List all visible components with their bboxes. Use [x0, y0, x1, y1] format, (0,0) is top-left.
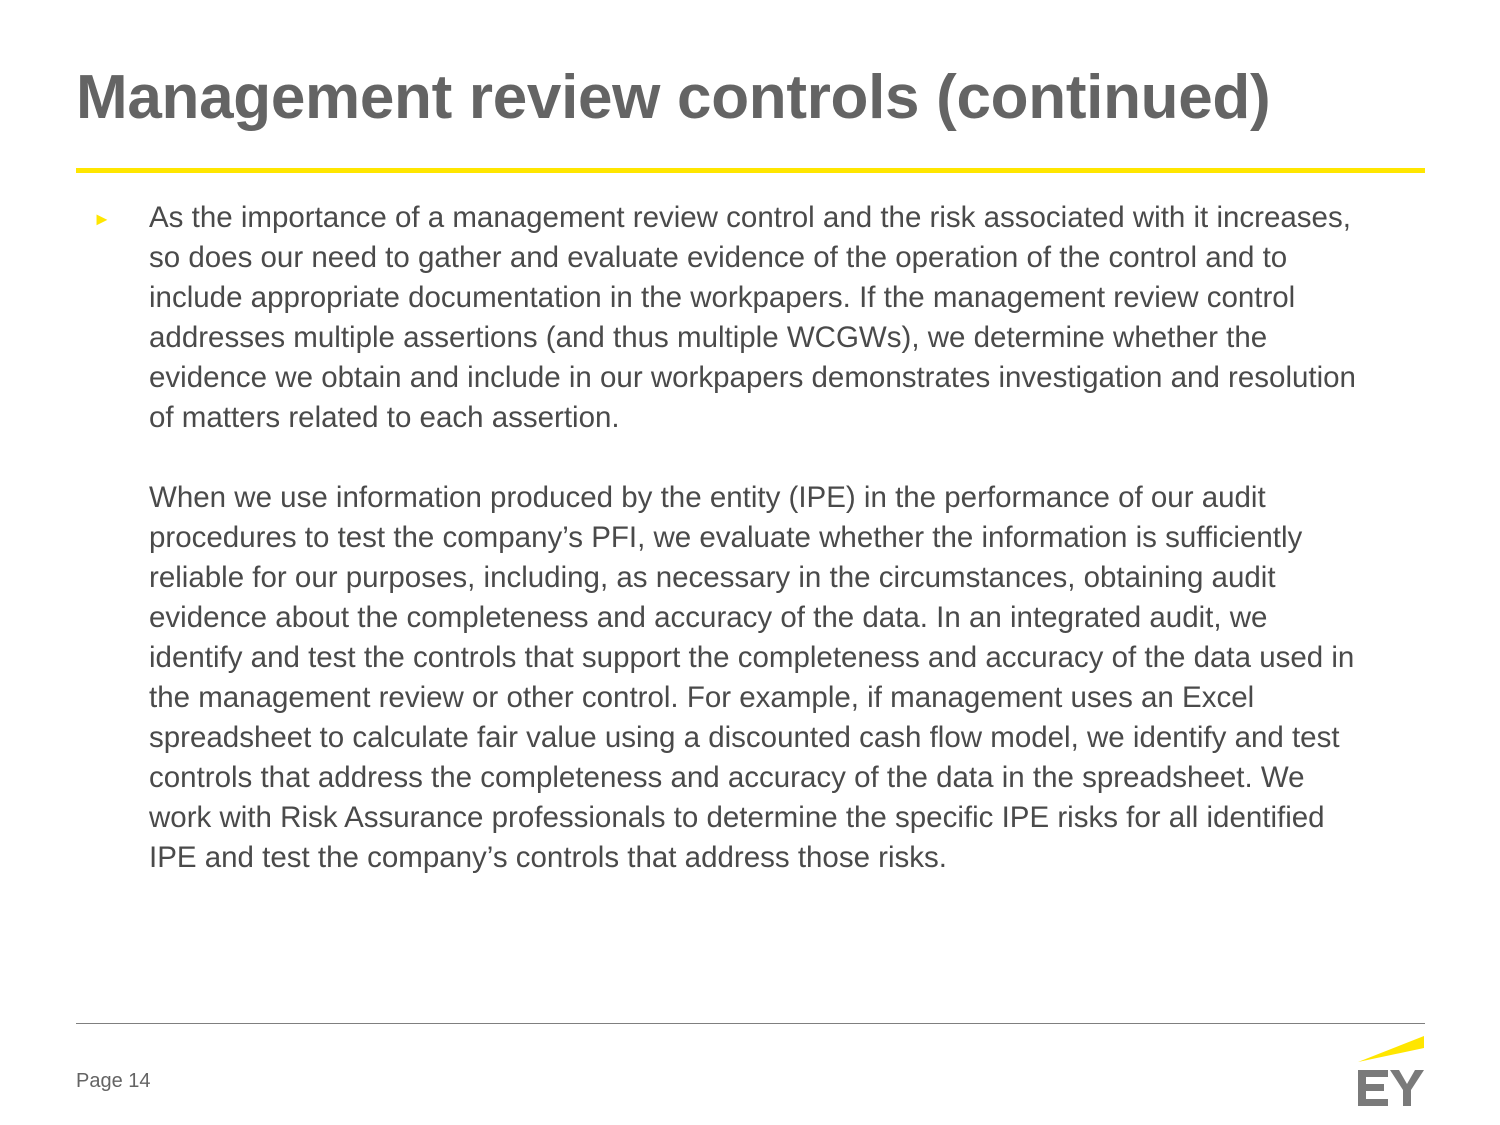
triangle-right-icon: ►	[93, 209, 111, 229]
page-number: Page 14	[76, 1070, 151, 1092]
slide-title: Management review controls (continued)	[76, 63, 1271, 132]
title-divider	[76, 168, 1425, 173]
bullet-content	[149, 198, 1359, 878]
footer-divider	[76, 1023, 1425, 1024]
paragraph-management-review: As the importance of a management review control and the risk associated with it increases, so does our need to gather and evaluate evidence of the operation of the control and to include appropriate documentation in the workpapers. If the management review control addresses multiple assertions (and thus multiple WCGWs), we determine whether the evidence we obtain and include in our workpapers demonstrates investigation and resolution of matters related to each assertion.	[149, 201, 1356, 434]
paragraph-ipe: When we use information produced by the entity (IPE) in the performance of our audit procedures to test the company’s PFI, we evaluate whether the information is sufficiently reliable for our purposes, including, as necessary in the circumstances, obtaining audit evidence about the completeness and accuracy of the data. In an integrated audit, we identify and test the controls that support the completeness and accuracy of the data used in the management review or other control. For example, if management uses an Excel spreadsheet to calculate fair value using a discounted cash flow model, we identify and test controls that address the completeness and accuracy of the data in the spreadsheet. We work with Risk Assurance professionals to determine the specific IPE risks for all identified IPE and test the company’s controls that address those risks.	[149, 481, 1355, 874]
ey-logo	[1356, 1036, 1426, 1108]
